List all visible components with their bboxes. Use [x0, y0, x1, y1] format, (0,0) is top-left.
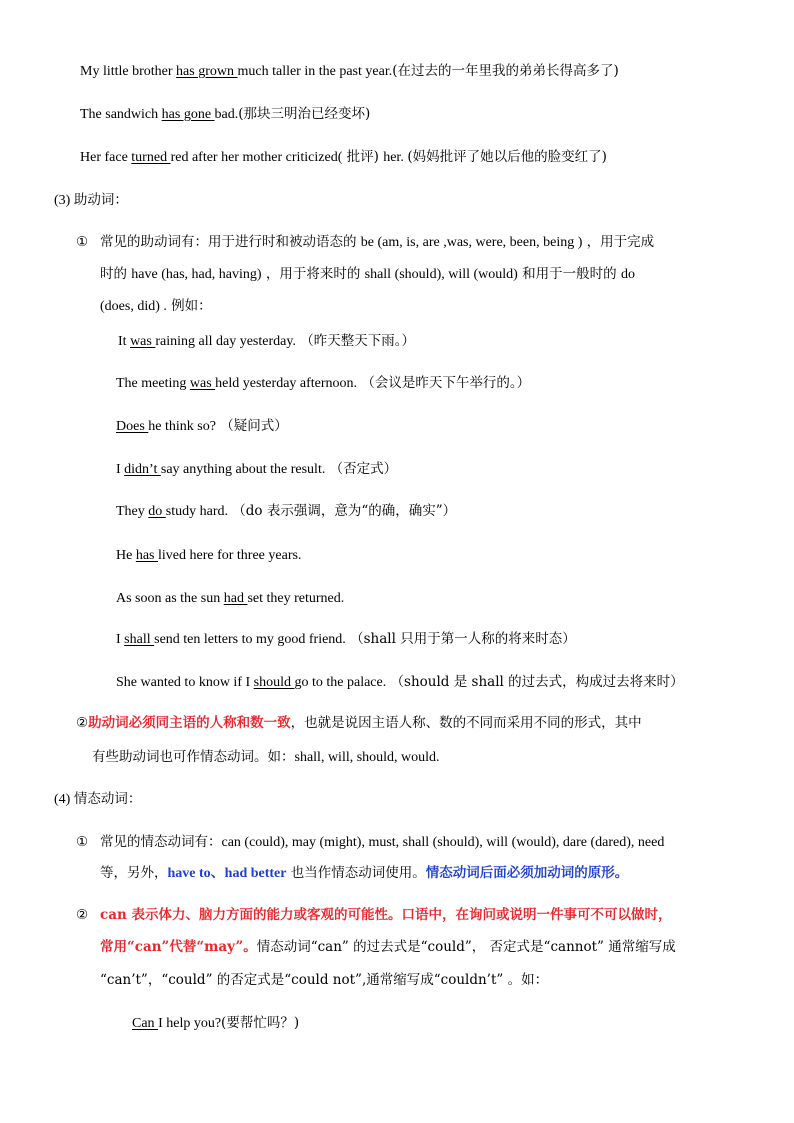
- paragraph-modal-list-line2: 等，另外，have to、had better 也当作情态动词使用。情态动词后面必须加动词的原形。: [100, 865, 629, 881]
- example-was-raining: It was raining all day yesterday. （昨天整天下雨。）: [118, 333, 415, 349]
- example-has-gone: The sandwich has gone bad.(那块三明治已经变坏): [80, 106, 371, 122]
- example-had-set: As soon as the sun had set they returned.: [116, 591, 345, 606]
- section-heading-modal: (4) 情态动词：: [54, 791, 142, 807]
- paragraph-can-line3: “can’t”，“could” 的否定式是“could not”,通常缩写成“couldn’t” 。如：: [100, 972, 549, 988]
- example-do: They do study hard. （do 表示强调，意为“的确，确实”）: [116, 503, 457, 519]
- example-shall: I shall send ten letters to my good friend. （shall 只用于第一人称的将来时态）: [116, 631, 576, 647]
- list-marker: ②: [76, 907, 89, 923]
- paragraph-can-line2: 常用“can”代替“may”。情态动词“can” 的过去式是“could”， 否定式是“cannot” 通常缩写成: [100, 939, 676, 955]
- example-was-held: The meeting was held yesterday afternoon. （会议是昨天下午举行的。）: [116, 375, 531, 391]
- list-marker: ①: [76, 234, 89, 250]
- paragraph-modal-list-line1: ① 常见的情态动词有：can (could), may (might), must, shall (should), will (would), dare (dared), need: [76, 834, 665, 850]
- example-turned: Her face turned red after her mother criticized( 批评) her. (妈妈批评了她以后他的脸变红了): [80, 149, 607, 165]
- example-has-lived: He has lived here for three years.: [116, 548, 302, 563]
- paragraph-agreement-line1: ②助动词必须同主语的人称和数一致，也就是说因主语人称、数的不同而采用不同的形式，其中: [76, 715, 642, 731]
- list-marker: ①: [76, 834, 89, 850]
- example-should: She wanted to know if I should go to the palace. （should 是 shall 的过去式，构成过去将来时）: [116, 674, 684, 690]
- example-didnt: I didn’t say anything about the result. （否定式）: [116, 461, 398, 477]
- paragraph-auxiliary-list-line2: 时的 have (has, had, having) ，用于将来时的 shall (should), will (would) 和用于一般时的 do: [100, 266, 635, 282]
- list-marker: ②: [76, 715, 89, 731]
- paragraph-auxiliary-list-line3: (does, did) . 例如：: [100, 298, 212, 314]
- example-has-grown: My little brother has grown much taller in the past year.(在过去的一年里我的弟弟长得高多了): [80, 63, 619, 79]
- paragraph-auxiliary-list-line1: ① 常见的助动词有：用于进行时和被动语态的 be (am, is, are ,was, were, been, being ) ，用于完成: [76, 234, 655, 250]
- example-can-help: Can I help you?(要帮忙吗？): [132, 1015, 300, 1031]
- example-does: Does he think so? （疑问式）: [116, 418, 288, 434]
- paragraph-agreement-line2: 有些助动词也可作情态动词。如：shall, will, should, would.: [92, 749, 440, 765]
- section-heading-auxiliary: (3) 助动词：: [54, 192, 128, 208]
- paragraph-can-line1: ② can 表示体力、脑力方面的能力或客观的可能性。口语中，在询问或说明一件事可不可以做时，: [76, 907, 672, 923]
